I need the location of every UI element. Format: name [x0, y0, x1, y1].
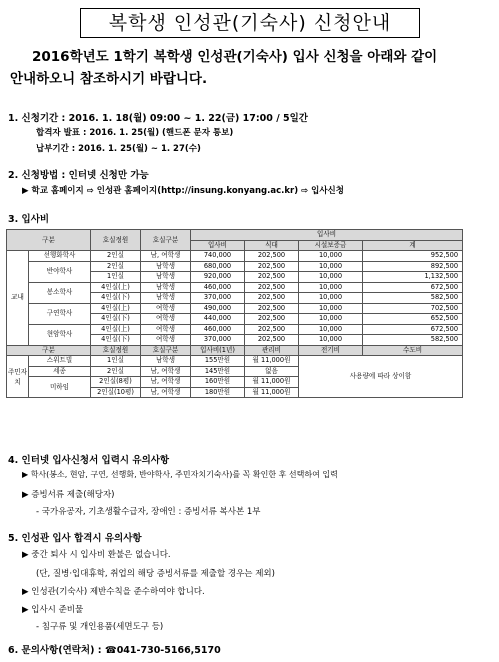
dorm-name: 구연학사 — [29, 303, 91, 324]
header-electricity: 전기비 — [299, 345, 363, 356]
section-3-heading: 3. 입사비 — [8, 214, 50, 225]
cell: 680,000 — [191, 261, 245, 272]
dorm-name: 현암학사 — [29, 324, 91, 345]
cell: 460,000 — [191, 324, 245, 335]
cell: 남학생 — [141, 261, 191, 272]
cell: 1인실 — [91, 356, 141, 367]
cell: 10,000 — [299, 293, 363, 304]
section-5-bullet-3: ▶ 입사시 준비물 — [22, 605, 84, 615]
cell: 672,500 — [363, 282, 463, 293]
cell: 202,500 — [245, 261, 299, 272]
cell: 월 11,000원 — [245, 356, 299, 367]
cell: 10,000 — [299, 324, 363, 335]
cell: 2인실(8평) — [91, 377, 141, 388]
cell: 남학생 — [141, 272, 191, 283]
table-row — [7, 261, 463, 272]
cell: 2인실(10평) — [91, 387, 141, 398]
dorm-name: 반야학사 — [29, 261, 91, 282]
cell: 180만원 — [191, 387, 245, 398]
cell: 202,500 — [245, 251, 299, 262]
cell: 460,000 — [191, 282, 245, 293]
section-5-heading: 5. 인성관 입사 합격시 유의사항 — [8, 533, 142, 544]
group-label-outer: 주민자치 — [7, 356, 29, 398]
section-5-bullet-1-detail: (단, 질병·입대휴학, 취업의 해당 증빙서류를 제출할 경우는 제외) — [36, 569, 275, 579]
section-5-bullet-1: ▶ 중간 퇴사 시 입사비 환불은 없습니다. — [22, 550, 171, 560]
cell: 10,000 — [299, 282, 363, 293]
table-row — [7, 356, 463, 367]
header-fee: 입사비 — [191, 230, 463, 241]
fee-table — [6, 229, 463, 398]
cell: 4인실(上) — [91, 303, 141, 314]
payment-period: 납부기간 : 2016. 1. 25(월) ~ 1. 27(수) — [36, 144, 201, 154]
cell: 2인실 — [91, 366, 141, 377]
cell: 남, 여학생 — [141, 387, 191, 398]
cell: 여학생 — [141, 335, 191, 346]
cell: 남, 여학생 — [141, 377, 191, 388]
cell: 740,000 — [191, 251, 245, 262]
section-4-bullet-2: ▶ 증빙서류 제출(해당자) — [22, 490, 115, 500]
cell: 202,500 — [245, 324, 299, 335]
cell: 남, 여학생 — [141, 366, 191, 377]
section-4-bullet-2-detail: - 국가유공자, 기초생활수급자, 장애인 : 증빙서류 복사본 1부 — [36, 507, 261, 517]
header-room-type: 호실구분 — [141, 230, 191, 251]
header-room-type: 호실구분 — [141, 345, 191, 356]
section-5-bullet-3-detail: - 침구류 및 개인용품(세면도구 등) — [36, 622, 164, 632]
section-2-heading: 2. 신청방법 : 인터넷 신청만 가능 — [8, 170, 149, 181]
header-capacity: 호실정원 — [91, 345, 141, 356]
intro-paragraph — [6, 46, 496, 90]
header-meal: 식대 — [245, 240, 299, 251]
cell: 202,500 — [245, 314, 299, 325]
cell: 4인실(下) — [91, 335, 141, 346]
cell: 672,500 — [363, 324, 463, 335]
header-admission: 입사비 — [191, 240, 245, 251]
table-row — [7, 251, 463, 262]
dorm-name: 선행화학사 — [29, 251, 91, 262]
header-deposit: 시설보증금 — [299, 240, 363, 251]
cell: 202,500 — [245, 335, 299, 346]
table-row — [7, 324, 463, 335]
header-category: 구분 — [7, 230, 91, 251]
cell: 2인실 — [91, 261, 141, 272]
dorm-name: 세종 — [29, 366, 91, 377]
cell: 10,000 — [299, 272, 363, 283]
header-total: 계 — [363, 240, 463, 251]
section-5-bullet-2: ▶ 인성관(기숙사) 제반수칙을 준수하여야 합니다. — [22, 587, 205, 597]
section-1-heading: 1. 신청기간 : 2016. 1. 18(월) 09:00 ~ 1. 22(금) 17:00 / 5일간 — [8, 113, 308, 124]
cell: 남, 여학생 — [141, 251, 191, 262]
header-capacity: 호실정원 — [91, 230, 141, 251]
cell: 4인실(下) — [91, 293, 141, 304]
cell: 155만원 — [191, 356, 245, 367]
cell: 202,500 — [245, 303, 299, 314]
table-header-row — [7, 345, 463, 356]
cell: 2인실 — [91, 251, 141, 262]
intro-line-2: 안내하오니 참조하시기 바랍니다. — [10, 71, 208, 87]
header-yearly-fee: 입사비(1년) — [191, 345, 245, 356]
intro-line-1: 2016학년도 1학기 복학생 인성관(기숙사) 입사 신청을 아래와 같이 — [32, 49, 438, 65]
cell: 없음 — [245, 366, 299, 377]
cell: 952,500 — [363, 251, 463, 262]
cell: 440,000 — [191, 314, 245, 325]
cell: 여학생 — [141, 314, 191, 325]
cell: 10,000 — [299, 335, 363, 346]
header-category: 구분 — [7, 345, 91, 356]
page-title: 복학생 인성관(기숙사) 신청안내 — [80, 8, 420, 38]
table-row — [7, 282, 463, 293]
table-header-row — [7, 230, 463, 241]
cell: 892,500 — [363, 261, 463, 272]
cell: 370,000 — [191, 335, 245, 346]
cell: 202,500 — [245, 293, 299, 304]
cell: 남학생 — [141, 356, 191, 367]
table-row — [7, 303, 463, 314]
cell: 370,000 — [191, 293, 245, 304]
header-management-fee: 관리비 — [245, 345, 299, 356]
section-6-heading: 6. 문의사항(연락처) : ☎041-730-5166,5170 — [8, 645, 221, 656]
cell: 490,000 — [191, 303, 245, 314]
dorm-name: 스위트빌 — [29, 356, 91, 367]
cell: 582,500 — [363, 335, 463, 346]
section-4-heading: 4. 인터넷 입사신청서 입력시 유의사항 — [8, 455, 170, 466]
cell: 1,132,500 — [363, 272, 463, 283]
header-water: 수도비 — [363, 345, 463, 356]
group-label-inner: 교내 — [7, 251, 29, 346]
section-4-bullet-1: ▶ 학사(봉소, 현암, 구연, 선행화, 반야학사, 주민자치기숙사)를 꼭 확인한 후 선택하여 입력 — [22, 470, 338, 479]
cell: 남학생 — [141, 293, 191, 304]
cell: 582,500 — [363, 293, 463, 304]
cell: 1인실 — [91, 272, 141, 283]
cell: 월 11,000원 — [245, 377, 299, 388]
cell: 652,500 — [363, 314, 463, 325]
cell: 160만원 — [191, 377, 245, 388]
cell: 4인실(上) — [91, 324, 141, 335]
dorm-name: 봉소학사 — [29, 282, 91, 303]
cell: 920,000 — [191, 272, 245, 283]
cell: 10,000 — [299, 303, 363, 314]
cell: 4인실(下) — [91, 314, 141, 325]
cell: 여학생 — [141, 324, 191, 335]
cell: 4인실(上) — [91, 282, 141, 293]
cell: 남학생 — [141, 282, 191, 293]
cell: 702,500 — [363, 303, 463, 314]
cell: 202,500 — [245, 272, 299, 283]
cell: 월 11,000원 — [245, 387, 299, 398]
cell: 145만원 — [191, 366, 245, 377]
application-path: ▶ 학교 홈페이지 ⇨ 인성관 홈페이지(http://insung.konyang.ac.kr) ⇨ 입사신청 — [22, 186, 344, 196]
cell: 10,000 — [299, 251, 363, 262]
cell: 10,000 — [299, 261, 363, 272]
dorm-name: 미하임 — [29, 377, 91, 398]
announce-date: 합격자 발표 : 2016. 1. 25(월) (핸드폰 문자 통보) — [36, 128, 234, 138]
cell: 여학생 — [141, 303, 191, 314]
cell: 10,000 — [299, 314, 363, 325]
utility-note: 사용량에 따라 상이함 — [299, 356, 463, 398]
cell: 202,500 — [245, 282, 299, 293]
